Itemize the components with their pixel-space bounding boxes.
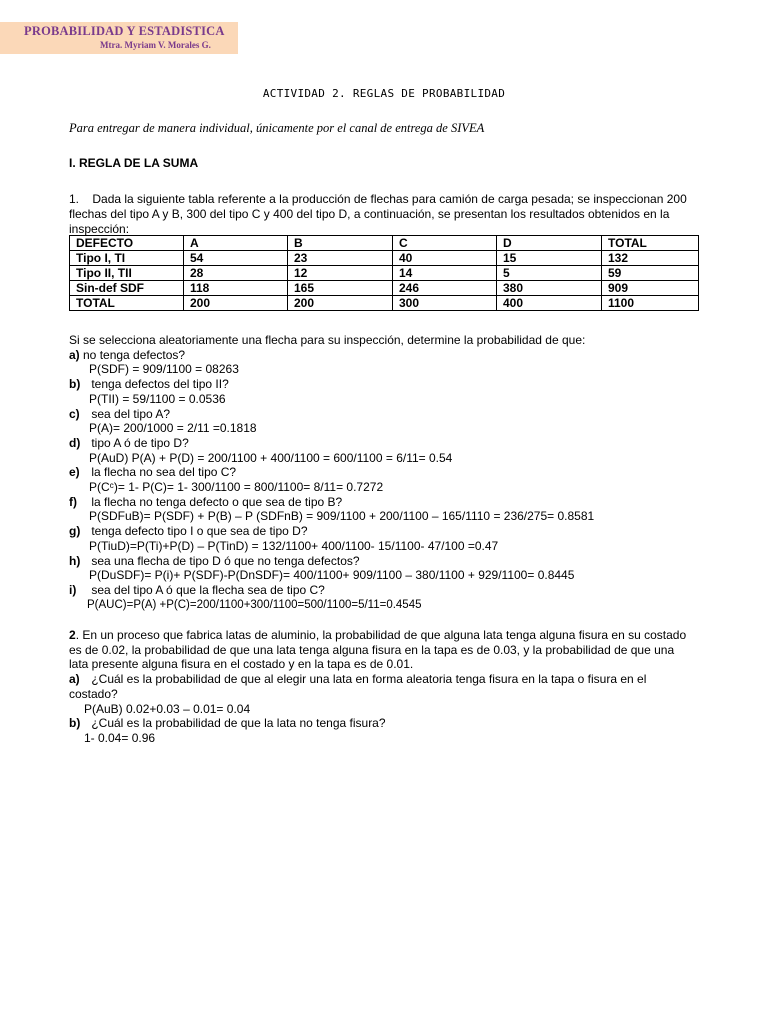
answer-d: P(AuD) P(A) + P(D) = 200/1100 + 400/1100 = 600/1100 = 6/11= 0.54 (89, 450, 453, 465)
table-cell: Tipo II, TII (70, 266, 184, 281)
table-cell: 28 (184, 266, 288, 281)
question-c (69, 407, 709, 422)
question-text: tenga defectos del tipo II? (88, 377, 229, 392)
answer-2b: 1- 0.04= 0.96 (84, 730, 156, 745)
question-text: sea del tipo A? (88, 406, 171, 421)
answer-f: P(SDFuB)= P(SDF) + P(B) – P (SDFnB) = 909/1100 + 200/1100 – 165/1110 = 236/275= 0.8581 (89, 509, 595, 524)
table-cell: 132 (602, 251, 699, 266)
answer-g: P(TiuD)=P(Ti)+P(D) – P(TinD) = 132/1100+ 400/1100- 15/1100- 47/100 =0.47 (89, 538, 499, 553)
table-row (70, 296, 699, 311)
problem2-number: 2 (69, 628, 76, 642)
table-row (70, 266, 699, 281)
problem1-prompt: Si se selecciona aleatoriamente una flecha para su inspección, determine la probabilidad de que: (69, 333, 586, 347)
problem1-questions (69, 333, 709, 612)
table-cell: 1100 (602, 296, 699, 311)
table-header-cell: D (497, 236, 602, 251)
question-i (69, 583, 709, 598)
activity-title: ACTIVIDAD 2. REGLAS DE PROBABILIDAD (262, 87, 506, 100)
table-cell: 40 (393, 251, 497, 266)
table-cell: 118 (184, 281, 288, 296)
question-text: la flecha no tenga defecto o que sea de tipo B? (88, 494, 343, 509)
course-title: PROBABILIDAD Y ESTADISTICA (24, 24, 225, 38)
table-cell: 54 (184, 251, 288, 266)
course-header (0, 22, 238, 54)
question-label: f) (69, 494, 77, 509)
table-cell: Sin-def SDF (70, 281, 184, 296)
table-cell: 300 (393, 296, 497, 311)
question-text: sea del tipo A ó que la flecha sea de tipo C? (88, 582, 325, 597)
problem2 (69, 628, 689, 746)
question-label: e) (69, 465, 80, 480)
question-b (69, 377, 709, 392)
table-cell: 165 (288, 281, 393, 296)
table-header-cell: DEFECTO (70, 236, 184, 251)
answer-h: P(DuSDF)= P(i)+ P(SDF)-P(DnSDF)= 400/1100+ 909/1100 – 380/1100 + 929/1100= 0.8445 (89, 568, 575, 583)
table-cell: 5 (497, 266, 602, 281)
question-text: tenga defecto tipo I o que sea de tipo D? (88, 524, 308, 539)
answer-b: P(TII) = 59/1100 = 0.0536 (89, 391, 226, 406)
answer-c: P(A)= 200/1000 = 2/11 =0.1818 (89, 421, 257, 436)
question-text: ¿Cuál es la probabilidad de que la lata no tenga fisura? (88, 716, 386, 731)
question-label: b) (69, 377, 81, 392)
table-cell: 14 (393, 266, 497, 281)
table-row (70, 281, 699, 296)
answer-e: P(Cᶜ)= 1- P(C)= 1- 300/1100 = 800/1100= 8/11= 0.7272 (89, 480, 384, 495)
table-cell: 23 (288, 251, 393, 266)
answer-a: P(SDF) = 909/1100 = 08263 (89, 362, 239, 377)
question-label: d) (69, 435, 81, 450)
table-header-cell: B (288, 236, 393, 251)
answer-2a: P(AuB) 0.02+0.03 – 0.01= 0.04 (84, 701, 251, 716)
question-label: i) (69, 582, 77, 597)
question-text: tipo A ó de tipo D? (88, 435, 189, 450)
problem2-text (69, 628, 689, 672)
table-cell: 909 (602, 281, 699, 296)
table-cell: 246 (393, 281, 497, 296)
course-author: Mtra. Myriam V. Morales G. (100, 40, 211, 50)
question-label: a) (69, 347, 80, 362)
table-cell: 12 (288, 266, 393, 281)
inspection-table (69, 235, 699, 311)
question-text: no tenga defectos? (79, 347, 186, 362)
table-header-cell: A (184, 236, 288, 251)
table-header-row (70, 236, 699, 251)
question-text: ¿Cuál es la probabilidad de que al elegir una lata en forma aleatoria tenga fisura en la tapa o fisura en el costado? (69, 672, 647, 701)
question-d (69, 436, 709, 451)
question-label: a) (69, 672, 80, 687)
table-cell: 400 (497, 296, 602, 311)
table-cell: TOTAL (70, 296, 184, 311)
table-header-cell: C (393, 236, 497, 251)
problem1-number: 1. (69, 192, 80, 206)
question-h (69, 554, 709, 569)
question-text: la flecha no sea del tipo C? (88, 465, 237, 480)
instruction-text: Para entregar de manera individual, únicamente por el canal de entrega de SIVEA (69, 121, 485, 135)
question-f (69, 495, 709, 510)
problem1-intro (69, 192, 709, 237)
section-title: I. REGLA DE LA SUMA (69, 156, 199, 170)
table-cell: 59 (602, 266, 699, 281)
table-cell: 380 (497, 281, 602, 296)
question-a (69, 348, 709, 363)
table-cell: 200 (184, 296, 288, 311)
table-cell: 200 (288, 296, 393, 311)
question-2a (69, 672, 689, 701)
problem2-body: . En un proceso que fabrica latas de aluminio, la probabilidad de que alguna lata tenga alguna fisura en su costado es de 0.02, la probabilidad de que una lata tenga alguna fisura en la tapa es de 0.03, y la probabilidad de que una lata presente alguna fisura en el costado y en la tapa es de 0.01. (69, 628, 687, 672)
table-row (70, 251, 699, 266)
question-text: sea una flecha de tipo D ó que no tenga defectos? (88, 553, 360, 568)
table-cell: 15 (497, 251, 602, 266)
table-cell: Tipo I, TI (70, 251, 184, 266)
question-label: g) (69, 524, 81, 539)
table-header-cell: TOTAL (602, 236, 699, 251)
problem1-text: Dada la siguiente tabla referente a la producción de flechas para camión de carga pesada; se inspeccionan 200 flechas del tipo A y B, 300 del tipo C y 400 del tipo D, a continuación, se presentan los resultados obtenidos en la inspección: (69, 192, 687, 236)
question-label: h) (69, 553, 81, 568)
question-label: c) (69, 406, 80, 421)
question-label: b) (69, 716, 81, 731)
answer-i: P(AUC)=P(A) +P(C)=200/1100+300/1100=500/1100=5/11=0.4545 (87, 598, 422, 611)
question-g (69, 524, 709, 539)
question-e (69, 465, 709, 480)
question-2b (69, 716, 689, 731)
